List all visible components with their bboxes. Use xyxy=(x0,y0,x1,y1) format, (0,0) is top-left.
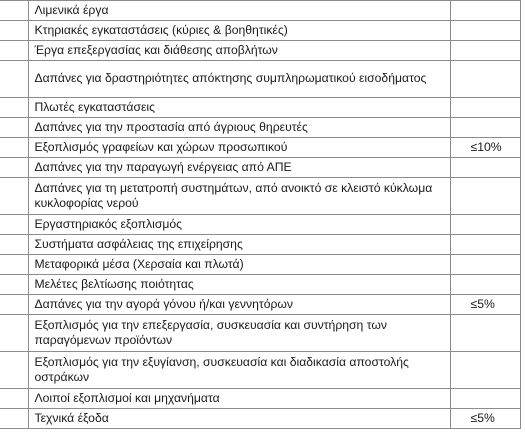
table-row xyxy=(0,21,520,41)
cost-category-cell: Λοιποί εξοπλισμοί και μηχανήματα xyxy=(28,389,450,409)
limit-cell xyxy=(450,61,520,98)
table-row xyxy=(0,275,520,295)
cost-category-cell: Εξοπλισμός για την εξυγίανση, συσκευασία και διαδικασία αποστολής οστράκων xyxy=(28,352,450,389)
row-index-cell xyxy=(0,235,28,255)
row-index-cell xyxy=(0,118,28,138)
table-row xyxy=(0,315,520,352)
row-index-cell xyxy=(0,138,28,158)
limit-cell xyxy=(450,1,520,21)
limit-cell: ≤5% xyxy=(450,295,520,315)
table-row xyxy=(0,1,520,21)
cost-category-cell: Δαπάνες για την παραγωγή ενέργειας από ΑΠΕ xyxy=(28,158,450,178)
limit-cell xyxy=(450,255,520,275)
row-index-cell xyxy=(0,61,28,98)
limit-cell xyxy=(450,389,520,409)
limit-cell xyxy=(450,235,520,255)
limit-cell xyxy=(450,215,520,235)
table-row xyxy=(0,41,520,61)
limit-cell xyxy=(450,98,520,118)
cost-category-cell: Δαπάνες για τη μετατροπή συστημάτων, από ανοικτό σε κλειστό κύκλωμα κυκλοφορίας νερού xyxy=(28,178,450,215)
cost-category-cell: Εξοπλισμός για την επεξεργασία, συσκευασία και συντήρηση των παραγόμενων προϊόντων xyxy=(28,315,450,352)
row-index-cell xyxy=(0,389,28,409)
table-row xyxy=(0,138,520,158)
table-row xyxy=(0,178,520,215)
limit-cell xyxy=(450,352,520,389)
limit-cell xyxy=(450,118,520,138)
row-index-cell xyxy=(0,178,28,215)
cost-category-cell: Τεχνικά έξοδα xyxy=(28,409,450,429)
row-index-cell xyxy=(0,158,28,178)
limit-cell xyxy=(450,158,520,178)
cost-category-cell: Λιμενικά έργα xyxy=(28,1,450,21)
row-index-cell xyxy=(0,1,28,21)
limit-cell xyxy=(450,275,520,295)
limit-cell: ≤5% xyxy=(450,409,520,429)
limit-cell xyxy=(450,21,520,41)
row-index-cell xyxy=(0,275,28,295)
cost-category-cell: Μελέτες βελτίωσης ποιότητας xyxy=(28,275,450,295)
row-index-cell xyxy=(0,41,28,61)
table-row xyxy=(0,389,520,409)
row-index-cell xyxy=(0,295,28,315)
limit-cell xyxy=(450,178,520,215)
limit-cell xyxy=(450,315,520,352)
row-index-cell xyxy=(0,315,28,352)
cost-category-cell: Εξοπλισμός γραφείων και χώρων προσωπικού xyxy=(28,138,450,158)
cost-category-cell: Δαπάνες για την προστασία από άγριους θηρευτές xyxy=(28,118,450,138)
cost-category-cell: Πλωτές εγκαταστάσεις xyxy=(28,98,450,118)
cost-category-cell: Εργαστηριακός εξοπλισμός xyxy=(28,215,450,235)
table-row xyxy=(0,255,520,275)
row-index-cell xyxy=(0,352,28,389)
cost-category-cell: Δαπάνες για δραστηριότητες απόκτησης συμπληρωματικού εισοδήματος xyxy=(28,61,450,98)
table-row xyxy=(0,352,520,389)
table-row xyxy=(0,98,520,118)
table-row xyxy=(0,235,520,255)
row-index-cell xyxy=(0,409,28,429)
row-index-cell xyxy=(0,98,28,118)
cost-category-cell: Συστήματα ασφάλειας της επιχείρησης xyxy=(28,235,450,255)
row-index-cell xyxy=(0,215,28,235)
cost-category-cell: Δαπάνες για την αγορά γόνου ή/και γεννητόρων xyxy=(28,295,450,315)
row-index-cell xyxy=(0,255,28,275)
cost-category-cell: Μεταφορικά μέσα (Χερσαία και πλωτά) xyxy=(28,255,450,275)
limit-cell xyxy=(450,41,520,61)
table-row xyxy=(0,409,520,429)
table-row xyxy=(0,118,520,138)
table-row xyxy=(0,215,520,235)
table-row xyxy=(0,295,520,315)
cost-category-cell: Κτηριακές εγκαταστάσεις (κύριες & βοηθητικές) xyxy=(28,21,450,41)
limit-cell: ≤10% xyxy=(450,138,520,158)
cost-category-cell: Έργα επεξεργασίας και διάθεσης αποβλήτων xyxy=(28,41,450,61)
table-row xyxy=(0,158,520,178)
table-row xyxy=(0,61,520,98)
row-index-cell xyxy=(0,21,28,41)
